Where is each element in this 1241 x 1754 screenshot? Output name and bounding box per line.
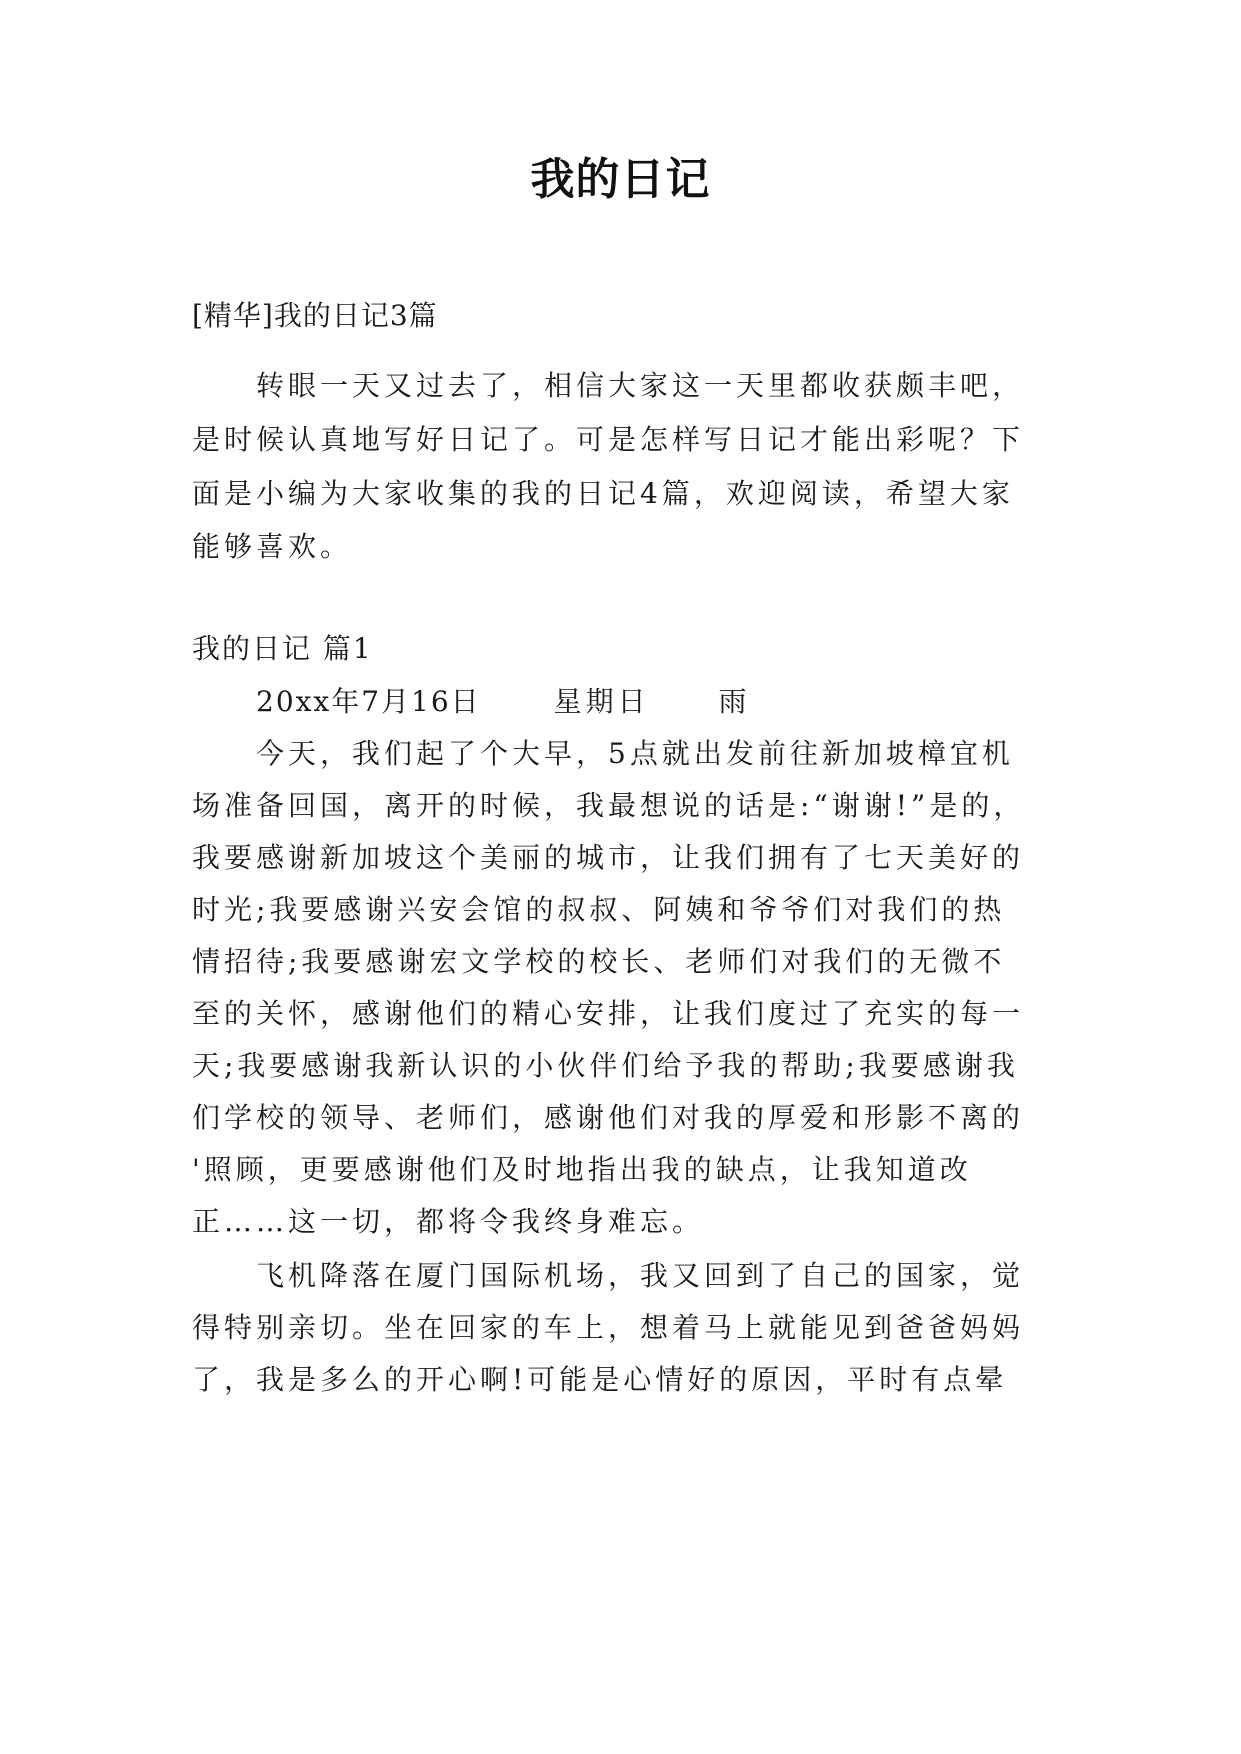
paragraph1-line-8: 们学校的领导、老师们，感谢他们对我的厚爱和形影不离的 xyxy=(192,1101,1025,1134)
intro-line-3: 面是小编为大家收集的我的日记4篇，欢迎阅读，希望大家 xyxy=(192,477,1014,510)
paragraph2-line-1: 飞机降落在厦门国际机场，我又回到了自己的国家，觉 xyxy=(256,1259,1025,1292)
document-subtitle: [精华]我的日记3篇 xyxy=(192,299,438,332)
paragraph1-line-1: 今天，我们起了个大早，5点就出发前往新加坡樟宜机 xyxy=(256,737,1014,770)
intro-line-1: 转眼一天又过去了，相信大家这一天里都收获颇丰吧， xyxy=(256,369,1025,402)
paragraph1-line-2: 场准备回国，离开的时候，我最想说的话是:“谢谢!”是的， xyxy=(192,789,1026,822)
paragraph1-line-7: 天;我要感谢我新认识的小伙伴们给予我的帮助;我要感谢我 xyxy=(192,1049,1019,1082)
paragraph1-line-6: 至的关怀，感谢他们的精心安排，让我们度过了充实的每一 xyxy=(192,997,1025,1030)
entry-weather: 雨 xyxy=(718,685,751,718)
section-heading: 我的日记 篇1 xyxy=(192,632,373,665)
entry-date: 20xx年7月16日 xyxy=(256,685,481,718)
paragraph1-line-3: 我要感谢新加坡这个美丽的城市，让我们拥有了七天美好的 xyxy=(192,841,1025,874)
intro-line-2: 是时候认真地写好日记了。可是怎样写日记才能出彩呢？下 xyxy=(192,423,1025,456)
paragraph2-line-3: 了，我是多么的开心啊!可能是心情好的原因，平时有点晕 xyxy=(192,1363,1008,1396)
paragraph1-line-9: '照顾，更要感谢他们及时地指出我的缺点，让我知道改 xyxy=(192,1153,972,1186)
paragraph1-line-4: 时光;我要感谢兴安会馆的叔叔、阿姨和爷爷们对我们的热 xyxy=(192,893,1006,926)
paragraph1-line-10: 正……这一切，都将令我终身难忘。 xyxy=(192,1205,705,1238)
entry-weekday: 星期日 xyxy=(553,685,650,718)
paragraph1-line-5: 情招待;我要感谢宏文学校的校长、老师们对我们的无微不 xyxy=(192,945,1006,978)
document-title: 我的日记 xyxy=(530,154,711,205)
intro-line-4: 能够喜欢。 xyxy=(192,530,353,563)
date-line xyxy=(256,682,1072,722)
paragraph2-line-2: 得特别亲切。坐在回家的车上，想着马上就能见到爸爸妈妈 xyxy=(192,1311,1025,1344)
